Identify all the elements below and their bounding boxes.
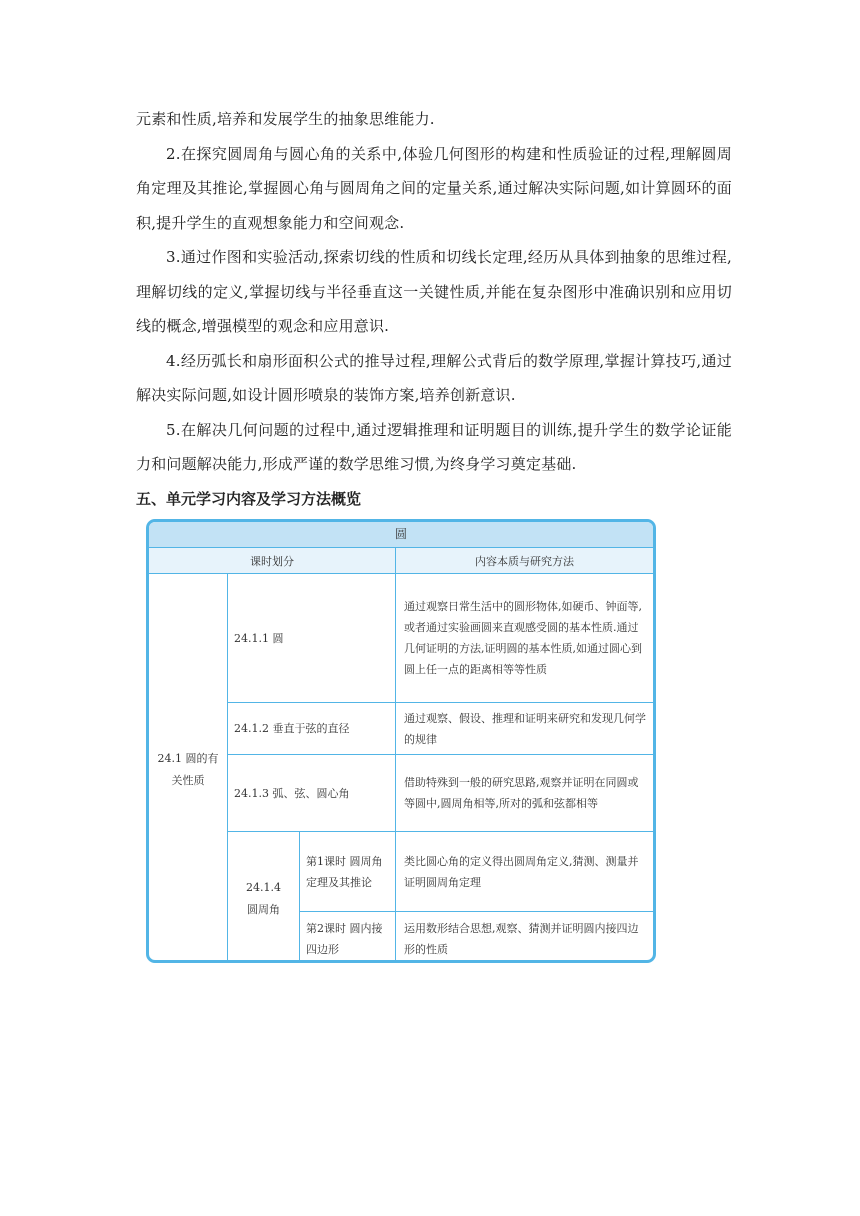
overview-table: [146, 519, 656, 963]
sub-lesson-cell: 第2课时 圆内接四边形: [306, 922, 383, 956]
document-body: [136, 102, 732, 516]
sub-lesson-cell: 第1课时 圆周角定理及其推论: [306, 854, 383, 889]
description-cell: 类比圆心角的定义得出圆周角定义,猜测、测量并证明圆周角定理: [404, 854, 639, 889]
lesson-cell: 24.1.3 弧、弦、圆心角: [234, 786, 350, 800]
section-cell: 24.1 圆的有关性质: [157, 752, 219, 787]
header-content-method: 内容本质与研究方法: [475, 554, 574, 568]
paragraph-3: 3.通过作图和实验活动,探索切线的性质和切线长定理,经历从具体到抽象的思维过程,理解切线的定义,掌握切线与半径垂直这一关键性质,并能在复杂图形中准确识别和应用切线的概念,增强模型的观念和应用意识.: [136, 248, 732, 335]
paragraph-5: 5.在解决几何问题的过程中,通过逻辑推理和证明题目的训练,提升学生的数学论证能力和问题解决能力,形成严谨的数学思维习惯,为终身学习奠定基础.: [136, 420, 732, 473]
header-lesson-division: 课时划分: [250, 554, 294, 568]
description-cell: 借助特殊到一般的研究思路,观察并证明在同圆或等圆中,圆周角相等,所对的弧和弦都相等: [404, 776, 639, 810]
table-title: 圆: [149, 522, 653, 548]
paragraph-1-end: 元素和性质,培养和发展学生的抽象思维能力.: [136, 110, 435, 128]
description-cell: 运用数形结合思想,观察、猜测并证明圆内接四边形的性质: [404, 922, 639, 956]
description-cell: 通过观察日常生活中的圆形物体,如硬币、钟面等,或者通过实验画圆来直观感受圆的基本性质.通过几何证明的方法,证明圆的基本性质,如通过圆心到圆上任一点的距离相等等性质: [404, 600, 642, 676]
paragraph-4: 4.经历弧长和扇形面积公式的推导过程,理解公式背后的数学原理,掌握计算技巧,通过解决实际问题,如设计圆形喷泉的装饰方案,培养创新意识.: [136, 351, 732, 404]
section-heading: 五、单元学习内容及学习方法概览: [136, 489, 362, 508]
lesson-cell: 24.1.1 圆: [234, 631, 284, 645]
lesson-group-cell: 24.1.4 圆周角: [246, 881, 281, 916]
paragraph-2: 2.在探究圆周角与圆心角的关系中,体验几何图形的构建和性质验证的过程,理解圆周角定理及其推论,掌握圆心角与圆周角之间的定量关系,通过解决实际问题,如计算圆环的面积,提升学生的直观想象能力和空间观念.: [136, 144, 732, 232]
lesson-cell: 24.1.2 垂直于弦的直径: [234, 722, 350, 735]
description-cell: 通过观察、假设、推理和证明来研究和发现几何学的规律: [404, 711, 646, 746]
table-header-row: [149, 548, 653, 574]
